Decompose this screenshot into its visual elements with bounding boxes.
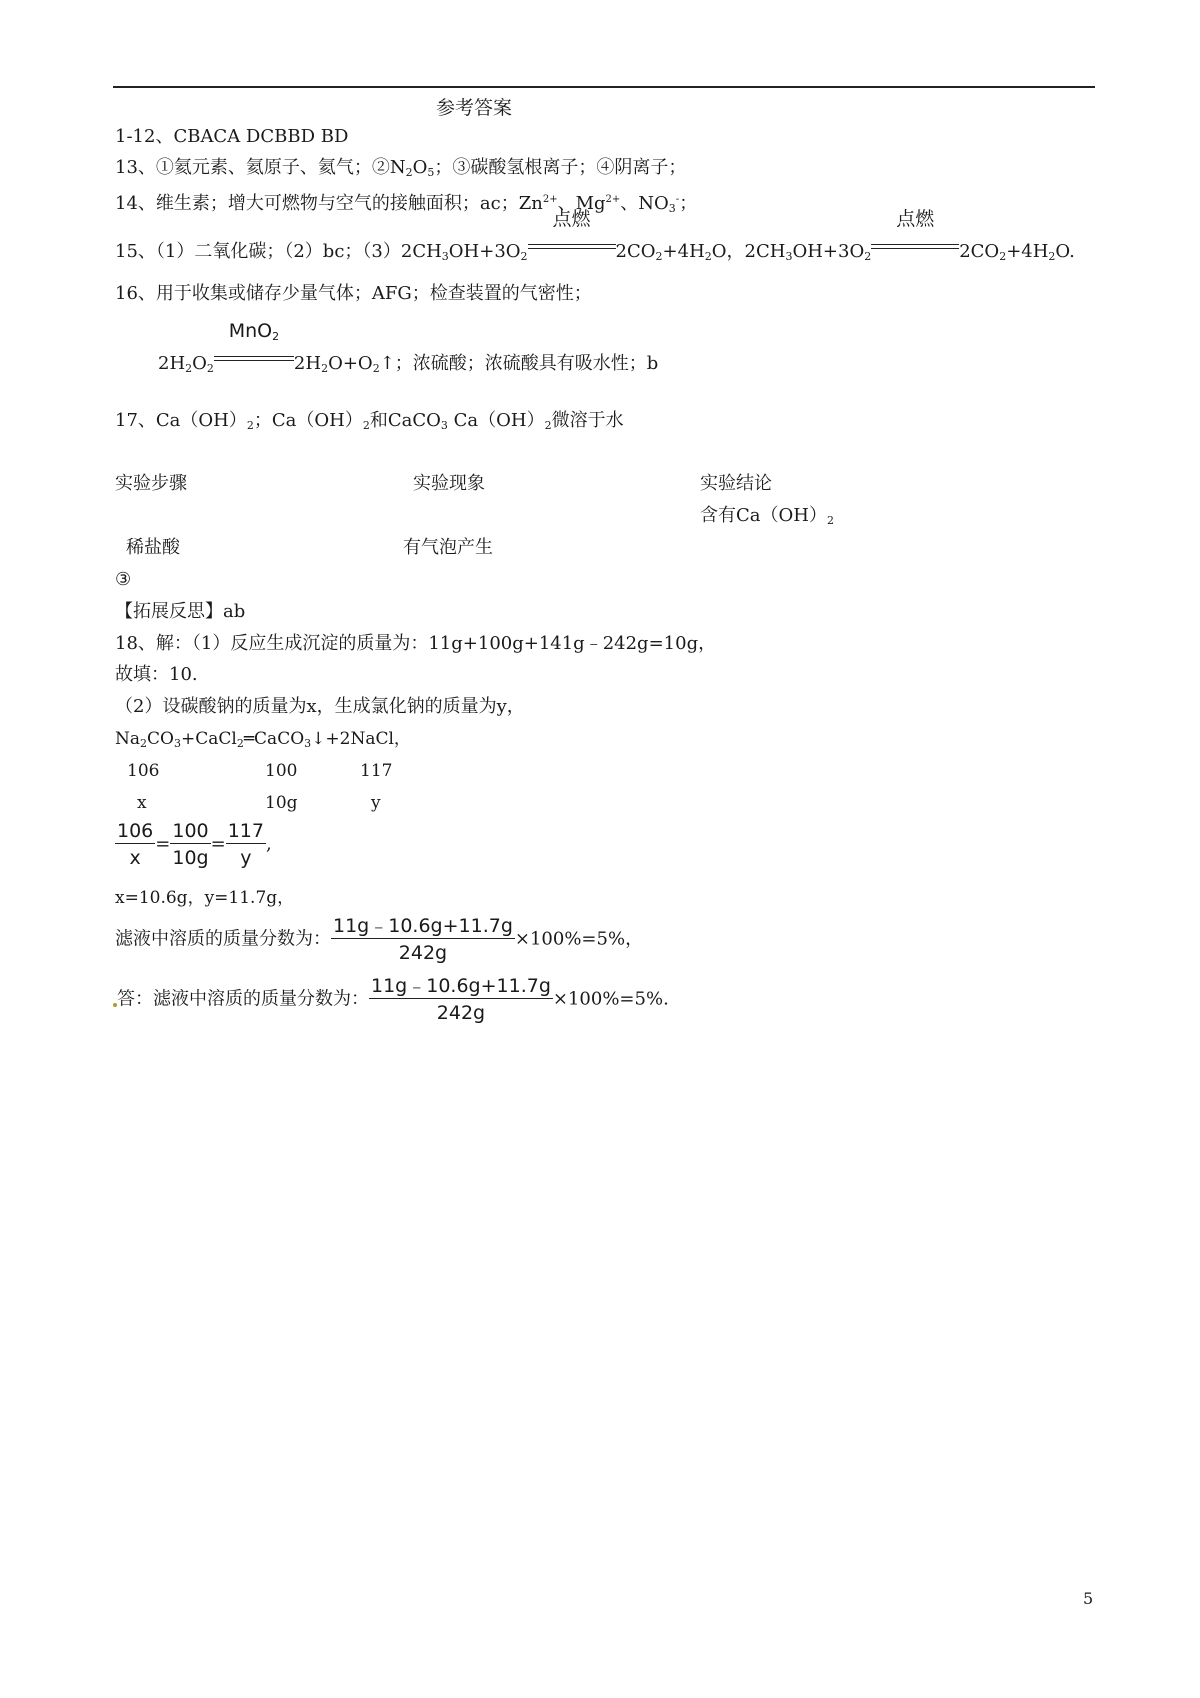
answer-line-15: 15、（1）二氧化碳；（2）bc；$(3)2CH_3OH+3O_2$ 点燃 $2CO_2+4H_2O$，$2CH_3OH+3O_2$ 点燃 $2CO_2+4H_2O$. bbox=[115, 208, 1075, 263]
molar-mass-caco3: 100 bbox=[265, 761, 298, 781]
unknown-x: x bbox=[137, 793, 147, 813]
table-cell-conclusion: 含有$Ca(OH)_2$ bbox=[700, 505, 834, 527]
proportion-fractions: $\frac{106}{x}$ = $\frac{100}{10g}$ = $\frac{117}{y}$ , bbox=[117, 820, 272, 869]
answer-line-16-equation: $2H_2O_2$ MnO$_2$ $2H_2O+O_2↑$；浓硫酸；浓硫酸具有吸水性；b bbox=[158, 320, 659, 375]
answer-line-14: 14、维生素；增大可燃物与空气的接触面积；ac；$Zn^{2+}$、$Mg^{2+}$、$NO_3^-$； bbox=[115, 193, 698, 215]
answer-line-18-fill: 故填：10. bbox=[115, 664, 198, 685]
fraction-100-10g: $\frac{100}{10g}$ bbox=[172, 820, 209, 869]
solution-xy: x=10.6g，y=11.7g， bbox=[115, 888, 295, 908]
answer-line-1-12: 1-12、CBACA DCBBD BD bbox=[115, 126, 349, 147]
answer-line-18-setup: （2）设碳酸钠的质量为x，生成氯化钠的质量为y， bbox=[115, 696, 525, 717]
table-header-conclusion: 实验结论 bbox=[700, 473, 772, 494]
value-10g: 10g bbox=[265, 793, 298, 813]
fraction-106-x: $\frac{106}{x}$ bbox=[117, 820, 154, 869]
mass-fraction-line: 滤液中溶质的质量分数为： $\frac{11g﹣10.6g+11.7g}{242g}$ ×100%=5%， bbox=[115, 915, 644, 964]
unknown-y: y bbox=[371, 793, 381, 813]
fraction-117-y: $\frac{117}{y}$ bbox=[227, 820, 264, 869]
answer-line-16: 16、用于收集或储存少量气体；AFG；检查装置的气密性； bbox=[115, 283, 592, 304]
reaction-arrow-ignite: 点燃 bbox=[528, 235, 616, 257]
molar-mass-na2co3: 106 bbox=[127, 761, 160, 781]
final-answer-line: 答：滤液中溶质的质量分数为： $\frac{11g﹣10.6g+11.7g}{242g}$ ×100%=5%. bbox=[113, 975, 669, 1024]
final-mass-fraction: $\frac{11g﹣10.6g+11.7g}{242g}$ bbox=[371, 975, 551, 1024]
reaction-arrow-ignite-2: 点燃 bbox=[871, 235, 959, 257]
mass-fraction: $\frac{11g﹣10.6g+11.7g}{242g}$ bbox=[333, 915, 513, 964]
header-rule bbox=[113, 86, 1095, 88]
page-number: 5 bbox=[1083, 1589, 1094, 1608]
answer-line-17: 17、$Ca(OH)_2$；$Ca(OH)_2$和CaCO$_3$ $Ca(OH)_2$微溶于水 bbox=[115, 410, 624, 432]
page-title: 参考答案 bbox=[436, 97, 513, 119]
circled-three: ③ bbox=[115, 569, 132, 590]
table-header-phenomenon: 实验现象 bbox=[413, 473, 485, 494]
extension-reflection: 【拓展反思】ab bbox=[115, 601, 246, 622]
answer-line-18: 18、解：（1）反应生成沉淀的质量为：11g+100g+141g﹣242g=10g， bbox=[115, 633, 717, 654]
answer-line-13: 13、①氦元素、氦原子、氦气；$②N_2O_5$；③碳酸氢根离子；④阴离子； bbox=[115, 157, 687, 179]
reaction-arrow-catalyst: MnO$_2$ bbox=[214, 347, 294, 369]
table-cell-step: 稀盐酸 bbox=[126, 537, 180, 558]
reaction-equation-18: $Na_2CO_3+CaCl_2═CaCO_3↓+2NaCl$， bbox=[115, 729, 411, 750]
table-header-step: 实验步骤 bbox=[115, 473, 187, 494]
molar-mass-nacl: 117 bbox=[360, 761, 393, 781]
table-cell-phenomenon: 有气泡产生 bbox=[403, 537, 493, 558]
